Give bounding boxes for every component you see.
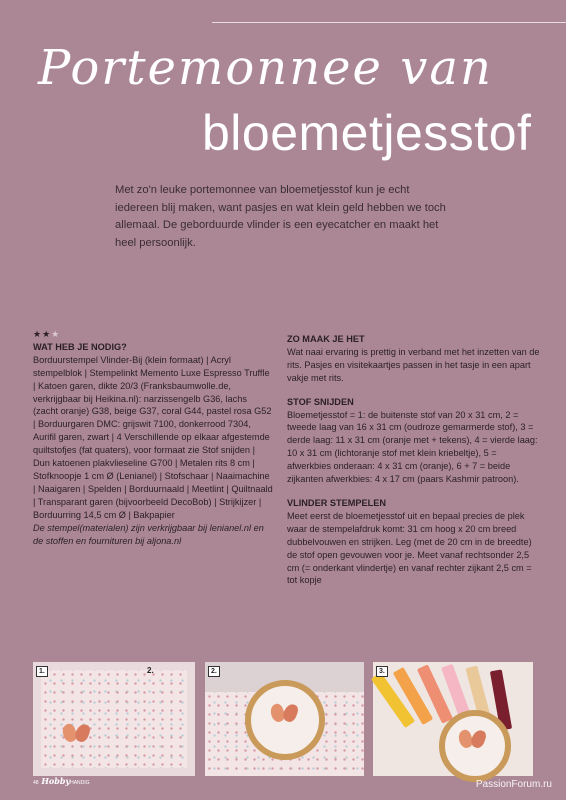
photo-step-2	[205, 662, 364, 776]
watermark: PassionForum.ru	[475, 779, 552, 790]
brand-logo: Hobby	[41, 776, 71, 786]
photo-label-1: 1.	[36, 666, 48, 677]
butterfly-icon	[271, 704, 297, 724]
photo-label-3: 3.	[376, 666, 388, 677]
instructions-body: Wat naai ervaring is prettig in verband met het inzetten van de rits. Pasjes en visitekaartjes passen in het tasje in een apart vakje met rits.	[287, 346, 540, 383]
materials-column	[33, 328, 273, 547]
instructions-heading: ZO MAAK JE HET	[287, 334, 365, 344]
butterfly-icon	[63, 724, 89, 744]
stamping-body: Meet eerst de bloemetjesstof uit en bepaal precies de plek waar de stempelafdruk komt: 31 cm hoog x 20 cm breed dubbelvouwen en strijken. Leg (met de 20 cm in de breedte) de stof open gevouwen voor je. Meet vanaf rechtsonder 2,5 cm (= onderkant vlindertje) en vanaf rechter zijkant 2,5 cm = tot kopje	[287, 510, 532, 586]
page-number: 48	[33, 780, 39, 786]
photo-step-3	[373, 662, 533, 776]
fabric-image	[41, 670, 187, 768]
top-divider	[212, 22, 566, 23]
photo-label-2: 2.	[208, 666, 220, 677]
cutting-heading: STOF SNIJDEN	[287, 396, 354, 407]
title-script: Portemonnee van	[38, 40, 493, 96]
stamping-heading: VLINDER STEMPELEN	[287, 497, 387, 508]
intro-paragraph: Met zo'n leuke portemonnee van bloemetjesstof kun je echt iedereen blij maken, want pasjes en wat klein geld hebben we toch allemaal. De geborduurde vlinder is een eyecatcher en maakt het heel persoonlijk.	[115, 184, 446, 249]
photo-step-1	[33, 662, 195, 776]
title-main: bloemetjesstof	[202, 105, 532, 161]
page-footer	[33, 776, 90, 786]
cutting-body: Bloemetjesstof = 1: de buitenste stof van 20 x 31 cm, 2 = tweede laag van 16 x 31 cm (oudroze gemarmerde stof), 3 = derde laag: 11 x 31 cm (oranje met + tekens), 4 = vierde laag: 10 x 31 cm (lichtoranje stof met klein kriebeltje), 5 = afwerkbies onderaan: 4 x 31 cm (oranje), 6 + 7 = beide zijkanten afwerkbies: 4 x 17 cm (paars Kashmir patroon).	[287, 409, 538, 485]
materials-heading: WAT HEB JE NODIG?	[33, 341, 127, 352]
instructions-column	[287, 333, 542, 587]
difficulty-filled-stars: ★★	[33, 329, 52, 339]
photo-label-1b: 2.	[147, 666, 154, 675]
materials-body: Borduurstempel Vlinder-Bij (klein formaat) | Acryl stempelblok | Stempelinkt Memento Luxe Espresso Truffle | Katoen garen, dikte 20/3 (Franksbaumwolle.de, verkrijgbaar bij Heikina.nl): narzissengelb G36, lachs (zacht oranje) G38, beige G37, coral G44, pastel rosa G52 | Borduurgaren DMC: grijswit 7100, donkerrood 7304, Aurifil garen, zwart | 4 Verschillende op elkaar afgestemde quiltstofjes (fat quaters), voor formaat zie Stof snijden | Dun katoenen plakvlieseline G700 | Metalen rits 8 cm | Stofknoopje 1 cm Ø (Lenianel) | Stofschaar | Naaimachine | Naaigaren | Spelden | Borduurnaald | Meetlint | Quiltnaald | Transparant garen (bijvoorbeeld DecoBob) | Strijkijzer | Borduurring 14,5 cm Ø | Bakpapier	[33, 354, 273, 520]
materials-note: De stempel(materialen) zijn verkrijgbaar bij lenianel.nl en de stoffen en fournituren bij aljona.nl	[33, 522, 264, 546]
butterfly-icon	[459, 730, 485, 750]
difficulty-rating	[33, 328, 273, 341]
brand-suffix: HANDIG	[70, 780, 90, 786]
difficulty-empty-star: ★	[51, 329, 61, 339]
